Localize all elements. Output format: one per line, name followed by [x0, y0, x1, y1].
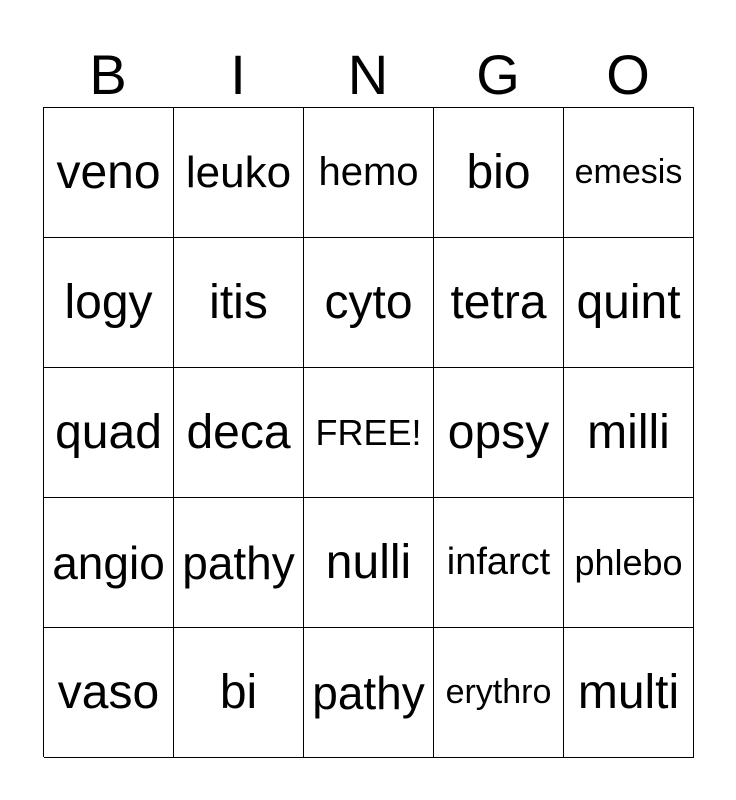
bingo-cell[interactable]: multi [564, 628, 694, 758]
bingo-cell[interactable]: logy [44, 238, 174, 368]
header-letter-b: B [89, 43, 127, 106]
bingo-cell[interactable]: pathy [174, 498, 304, 628]
bingo-cell[interactable]: quint [564, 238, 694, 368]
header-letter-o: O [606, 43, 650, 106]
bingo-cell[interactable]: milli [564, 368, 694, 498]
bingo-cell[interactable]: tetra [434, 238, 564, 368]
bingo-cell[interactable]: erythro [434, 628, 564, 758]
bingo-header [43, 44, 693, 106]
bingo-cell[interactable]: opsy [434, 368, 564, 498]
bingo-cell[interactable]: emesis [564, 108, 694, 238]
free-space-cell[interactable]: FREE! [304, 368, 434, 498]
bingo-cell[interactable]: hemo [304, 108, 434, 238]
bingo-cell[interactable]: veno [44, 108, 174, 238]
bingo-cell[interactable]: phlebo [564, 498, 694, 628]
bingo-cell[interactable]: nulli [304, 498, 434, 628]
bingo-cell[interactable]: bio [434, 108, 564, 238]
bingo-cell[interactable]: leuko [174, 108, 304, 238]
header-letter-n: N [347, 43, 389, 106]
bingo-cell[interactable]: angio [44, 498, 174, 628]
bingo-cell[interactable]: vaso [44, 628, 174, 758]
bingo-cell[interactable]: quad [44, 368, 174, 498]
header-letter-g: G [476, 43, 520, 106]
bingo-cell[interactable]: bi [174, 628, 304, 758]
bingo-cell[interactable]: itis [174, 238, 304, 368]
bingo-cell[interactable]: deca [174, 368, 304, 498]
bingo-cell[interactable]: infarct [434, 498, 564, 628]
bingo-cell[interactable]: cyto [304, 238, 434, 368]
bingo-cell[interactable]: pathy [304, 628, 434, 758]
header-letter-i: I [230, 43, 246, 106]
bingo-board [43, 107, 694, 757]
